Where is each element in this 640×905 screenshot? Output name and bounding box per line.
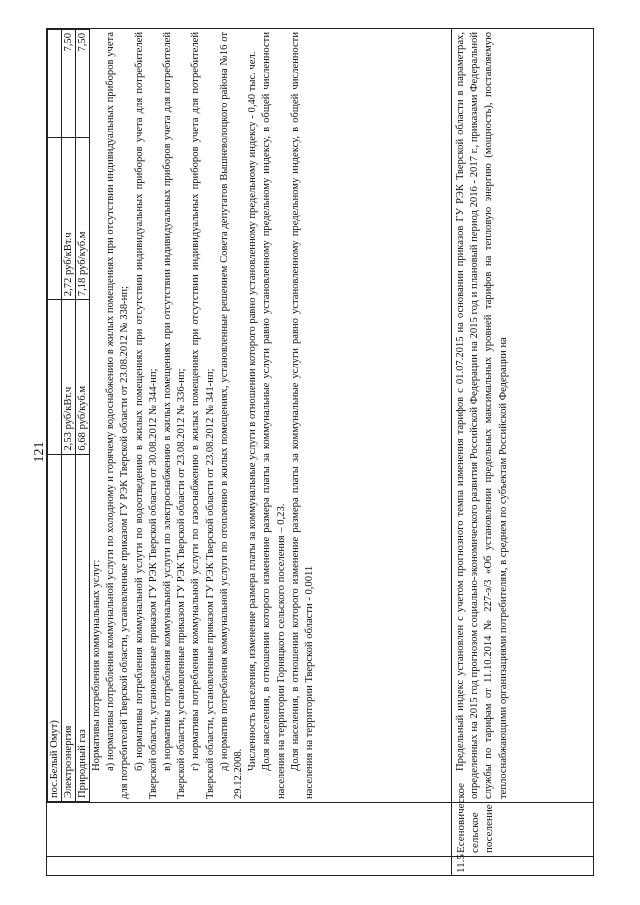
tariff-old: 6,68 руб/куб.м [76,300,90,454]
tariff-index: 7,50 [76,30,90,138]
paragraph: б) нормативы потребления коммунальной услуги по водоотведению в жилых помещениях при отсутствии индивидуальных приборов учета для потребителей Тверской области, установленные приказом ГУ РЭК Тверской области от 30.08.2012 № 344-нп; [133,32,159,799]
paragraph: д) норматив потребления коммунальной услуги по отоплению в жилых помещениях, установленные решением Совета депутатов Вышневолоцкого района №16 от 29.12.2008. [218,32,245,799]
table-row [48,30,62,802]
settlement-name: пос.Белый Омут) [48,454,62,801]
settlement-name: Есеновическое сельское поселение [455,783,495,853]
paragraph: Доля населения, в отношении которого изменение размера платы за коммунальные услуги равно установленному предельному индексу, в общей численности населения на территории Горняцкого сельского поселения – 0,23. [261,32,287,799]
number-cell-empty [47,857,452,876]
norms-text [90,29,317,802]
content-cell [47,29,452,803]
tariff-new: 7,18 руб/куб.м [76,138,90,300]
paragraph: а) нормативы потребления коммунальной услуги по холодному и горячему водоснабжению в жилых помещениях при отсутствии индивидуальных приборов учета для потребителей Тверской области, установленные приказом ГУ РЭК Тверской области от 23.08.2012 № 338-нп; [105,32,131,799]
tariff-table [47,29,90,802]
tariff-new: 2,72 руб/кВт.ч [62,138,76,300]
document-sheet [46,28,594,876]
tariff-name: Природный газ [76,454,90,801]
tariff-old: 2,53 руб/кВт.ч [62,300,76,454]
name-cell-empty [47,803,452,857]
row-number: 11.5 [455,854,467,873]
main-table [46,28,594,876]
paragraph: Численность населения, изменение размера платы за коммунальные услуги в отношении которого равно установленному предельному индексу - 0,40 тыс. чел. [247,51,259,771]
paragraph: Доля населения, в отношении которого изменение размера платы за коммунальные услуги равно установленному предельному индексу, в общей численности населения на территории Тверской области - 0,0011 [289,32,316,799]
table-row-11-5 [452,29,594,876]
tariff-name: Электроэнергия [62,454,76,801]
paragraph: в) нормативы потребления коммунальной услуги по электроснабжению в жилых помещениях при отсутствии индивидуальных приборов учета для потребителей Тверской области, установленные приказом ГУ РЭК Тверской области от 23.08.2012 № 336-нп; [162,32,188,799]
tariff-index: 7,50 [62,30,76,138]
table-row-continuation [47,29,452,876]
page-number: 121 [32,441,47,463]
paragraph: Предельный индекс установлен с учетом прогнозного темпа изменения тарифов с 01.07.2015 на основании приказов ГУ РЭК Тверской области в параметрах, определенных на 2015 год прогнозом социально-экономического развития Российской Федерации на 2015 год и плановый период 2016 - 2017 г., приказами Федеральной службы по тарифам от 11.10.2014 № 227-э/3 «Об установлении предельных максимальных уровней тарифов на тепловую энергию (мощность), поставляемую теплоснабжающими организациями потребителям, в среднем по субъектам Российской Федерации на [455,32,509,799]
table-row [76,30,90,802]
table-row [62,30,76,802]
paragraph: г) нормативы потребления коммунальной услуги по газоснабжению в жилых помещениях при отсутствии индивидуальных приборов учета для потребителей Тверской области, установленные приказом ГУ РЭК Тверской области от 23.08.2012 № 341-нп; [190,32,216,799]
paragraph: Нормативы потребления коммунальных услуг: [91,559,102,771]
